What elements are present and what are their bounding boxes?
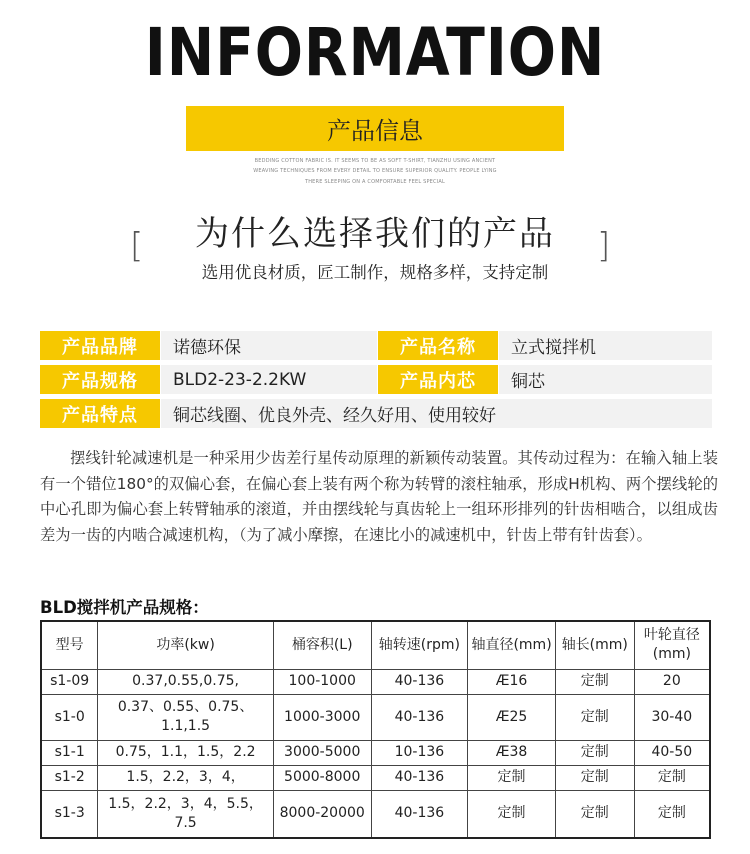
- cell-shaft-diameter: Æ38: [468, 740, 556, 765]
- cell-shaft-diameter: Æ16: [468, 669, 556, 694]
- description-text: 摆线针轮减速机是一种采用少齿差行星传动原理的新颖传动装置。其传动过程为：在输入轴上装有一个错位180°的双偏心套，在偏心套上装有两个称为转臂的滚柱轴承，形成H机构、两个摆线轮的中心孔即为偏心套上转臂轴承的滚道，并由摆线轮与真齿轮上一组环形排列的针齿相啮合，以组成齿差为一齿的内啮合减速机构，（为了减小摩擦，在速比小的减速机中，针齿上带有针齿套）。: [40, 449, 718, 544]
- cell-model: s1-3: [41, 790, 98, 838]
- name-value: 立式搅拌机: [499, 331, 712, 360]
- cell-volume: 3000-5000: [273, 740, 371, 765]
- bracket-right: ]: [597, 226, 611, 266]
- header-volume: 桶容积(L): [273, 621, 371, 669]
- spec-table-header-row: [41, 621, 710, 669]
- cell-volume: 1000-3000: [273, 694, 371, 740]
- spec-label: 产品规格: [40, 365, 160, 394]
- feature-value: 铜芯线圈、优良外壳、经久好用、使用较好: [161, 399, 712, 428]
- cell-power: 1.5，2.2，3，4，: [98, 765, 274, 790]
- info-row-spec: [40, 365, 712, 394]
- cell-impeller-diameter: 30-40: [634, 694, 710, 740]
- brand-label: 产品品牌: [40, 331, 160, 360]
- cell-shaft-length: 定制: [555, 669, 634, 694]
- cell-impeller-diameter: 定制: [634, 765, 710, 790]
- table-row: [41, 790, 710, 838]
- cell-model: s1-09: [41, 669, 98, 694]
- header-shaft-diameter: 轴直径(mm): [468, 621, 556, 669]
- header-shaft-length: 轴长(mm): [555, 621, 634, 669]
- cell-speed: 40-136: [371, 790, 468, 838]
- core-value: 铜芯: [499, 365, 712, 394]
- cell-speed: 40-136: [371, 765, 468, 790]
- table-row: [41, 765, 710, 790]
- cell-power: 1.5，2.2，3，4，5.5，7.5: [98, 790, 274, 838]
- cell-power: 0.37,0.55,0.75,: [98, 669, 274, 694]
- description-paragraph: [40, 446, 718, 548]
- spec-heading: BLD搅拌机产品规格：: [40, 598, 209, 617]
- cell-volume: 5000-8000: [273, 765, 371, 790]
- spec-value: BLD2-23-2.2KW: [161, 365, 377, 394]
- cell-shaft-length: 定制: [555, 740, 634, 765]
- why-title: 为什么选择我们的产品: [195, 214, 555, 254]
- cell-impeller-diameter: 20: [634, 669, 710, 694]
- cell-shaft-length: 定制: [555, 765, 634, 790]
- brand-value: 诺德环保: [161, 331, 377, 360]
- cell-model: s1-1: [41, 740, 98, 765]
- cell-power: 0.75，1.1，1.5，2.2: [98, 740, 274, 765]
- cell-shaft-length: 定制: [555, 694, 634, 740]
- cell-volume: 8000-20000: [273, 790, 371, 838]
- tagline-line-3: THERE SLEEPING ON A COMFORTABLE FEEL SPECIAL: [304, 179, 446, 185]
- hero-title: INFORMATION: [144, 14, 606, 91]
- cell-volume: 100-1000: [273, 669, 371, 694]
- feature-label: 产品特点: [40, 399, 160, 428]
- cell-impeller-diameter: 40-50: [634, 740, 710, 765]
- hero-band: [186, 106, 564, 151]
- header-impeller-diameter: 叶轮直径(mm): [634, 621, 710, 669]
- hero-band-text: 产品信息: [327, 117, 423, 145]
- tagline-line-2: WEAVING TECHNIQUES FROM EVERY DETAIL TO ENSURE SUPERIOR QUALITY. PEOPLE LYING: [253, 168, 497, 174]
- bracket-left: [: [130, 226, 144, 266]
- name-label: 产品名称: [378, 331, 498, 360]
- cell-impeller-diameter: 定制: [634, 790, 710, 838]
- info-row-feature: [40, 399, 712, 428]
- cell-model: s1-2: [41, 765, 98, 790]
- cell-shaft-diameter: 定制: [468, 790, 556, 838]
- table-row: [41, 740, 710, 765]
- why-subtitle: 选用优良材质，匠工制作，规格多样，支持定制: [201, 263, 549, 282]
- header-model: 型号: [41, 621, 98, 669]
- cell-speed: 10-136: [371, 740, 468, 765]
- cell-shaft-diameter: 定制: [468, 765, 556, 790]
- header-power: 功率(kw): [98, 621, 274, 669]
- cell-speed: 40-136: [371, 669, 468, 694]
- table-row: [41, 694, 710, 740]
- tagline-line-1: BEDDING COTTON FABRIC IS. IT SEEMS TO BE AS SOFT T-SHIRT, TIANZHU USING ANCIENT: [254, 158, 496, 164]
- cell-shaft-diameter: Æ25: [468, 694, 556, 740]
- cell-power: 0.37、0.55、0.75、1.1,1.5: [98, 694, 274, 740]
- cell-speed: 40-136: [371, 694, 468, 740]
- cell-shaft-length: 定制: [555, 790, 634, 838]
- cell-model: s1-0: [41, 694, 98, 740]
- table-row: [41, 669, 710, 694]
- header-speed: 轴转速(rpm): [371, 621, 468, 669]
- core-label: 产品内芯: [378, 365, 498, 394]
- info-row-brand: [40, 331, 712, 360]
- spec-table: [40, 620, 711, 839]
